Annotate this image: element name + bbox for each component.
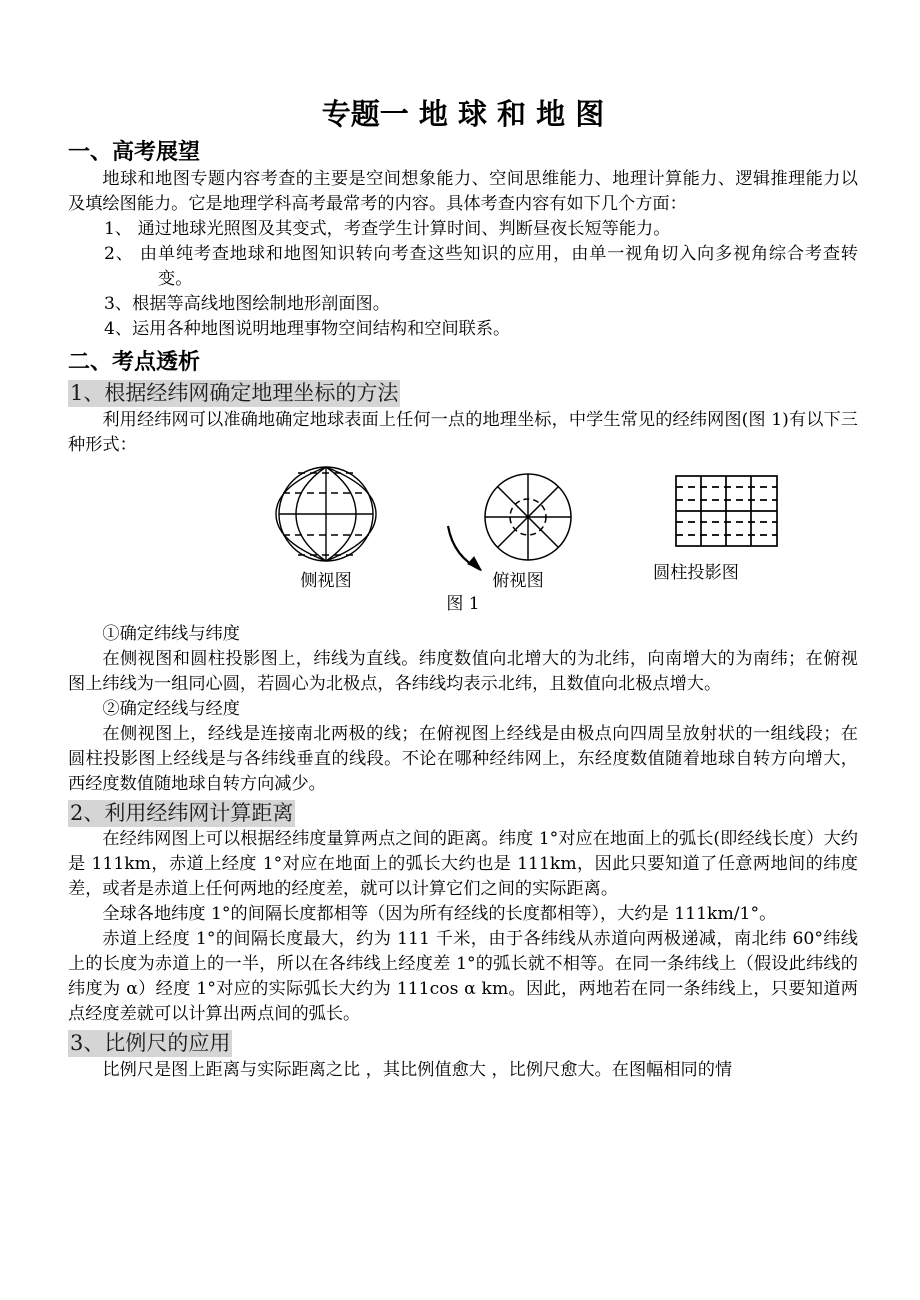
side-view-globe-diagram	[216, 462, 436, 572]
figure-label-cylindrical: 圆柱投影图	[653, 562, 739, 583]
point-1-title: ①确定纬线与纬度	[102, 623, 240, 644]
cylindrical-projection-diagram	[598, 462, 788, 572]
subsection-heading-1: 1、根据经纬网确定地理坐标的方法	[70, 381, 399, 406]
list-item: 4、运用各种地图说明地理事物空间结构和空间联系。	[104, 319, 511, 340]
subsection-2-para-2	[68, 902, 858, 927]
subsection-2-para-1: 在经纬网图上可以根据经纬度量算两点之间的距离。纬度 1°对应在地面上的弧长(即经线长度）大约是 111km，赤道上经度 1°对应在地面上的弧长大约也是 111km，因此只要知道了任意两地间的纬度差，或者是赤道上任何两地的经度差，就可以计算它们之间的实际距离。	[68, 829, 858, 900]
list-item: 3、根据等高线地图绘制地形剖面图。	[104, 294, 390, 315]
point-2-title: ②确定经线与经度	[102, 698, 240, 719]
point-2-body: 在侧视图上，经线是连接南北两极的线；在俯视图上经线是由极点向四周呈放射状的一组线段；在圆柱投影图上经线是与各纬线垂直的线段。不论在哪种经纬网上，东经度数值随着地球自转方向增大，西经度数值随地球自转方向减少。	[68, 723, 858, 794]
para-2-tail: °。	[750, 904, 777, 925]
figure-caption: 图 1	[446, 593, 480, 614]
exam-focus-list	[68, 217, 858, 342]
list-item: 2、 由单纯考查地球和地图知识转向考查这些知识的应用，由单一视角切入向多视角综合考查转变。	[104, 244, 858, 290]
para-2-main: 全球各地纬度 1°的间隔长度都相等（因为所有经线的长度都相等），大约是 111km/1	[102, 904, 751, 925]
point-1-body: 在侧视图和圆柱投影图上，纬线为直线。纬度数值向北增大的为北纬，向南增大的为南纬；在俯视图上纬线为一组同心圆，若圆心为北极点，各纬线均表示北纬，且数值向北极点增大。	[68, 648, 858, 694]
figure-label-side-view: 侧视图	[300, 570, 352, 591]
subsection-3-para-1: 比例尺是图上距离与实际距离之比 ，其比例值愈大 ，比例尺愈大。在图幅相同的情	[102, 1059, 733, 1080]
list-item: 1、 通过地球光照图及其变式，考查学生计算时间、判断昼夜长短等能力。	[104, 219, 671, 240]
subsection-1-intro: 利用经纬网可以准确地确定地球表面上任何一点的地理坐标，中学生常见的经纬网图(图 1)有以下三种形式：	[68, 409, 858, 455]
figure-1	[68, 462, 858, 622]
subsection-heading-3-wrap	[68, 1030, 858, 1057]
page-title: 专题一 地 球 和 地 图	[321, 97, 605, 131]
subsection-heading-1-wrap	[68, 380, 858, 407]
figure-label-top-view: 俯视图	[492, 570, 544, 591]
section-heading-1: 一、高考展望	[68, 140, 201, 166]
subsection-heading-3: 3、比例尺的应用	[70, 1031, 231, 1056]
section-1-intro: 地球和地图专题内容考查的主要是空间想象能力、空间思维能力、地理计算能力、逻辑推理能力以及填绘图能力。它是地理学科高考最常考的内容。具体考查内容有如下几个方面：	[68, 169, 858, 215]
subsection-heading-2-wrap	[68, 800, 858, 827]
section-heading-2: 二、考点透析	[68, 350, 201, 376]
subsection-2-para-3: 赤道上经度 1°的间隔长度最大，约为 111 千米，由于各纬线从赤道向两极递减，南北纬 60°纬线上的长度为赤道上的一半，所以在各纬线上经度差 1°的弧长就不相等。在同一条纬线上（假设此纬线的纬度为 α）经度 1°对应的实际弧长大约为 111cos α km。因此，两地若在同一条纬线上，只要知道两点经度差就可以计算出两点间的弧长。	[68, 929, 858, 1025]
subsection-heading-2: 2、利用经纬网计算距离	[70, 800, 294, 825]
